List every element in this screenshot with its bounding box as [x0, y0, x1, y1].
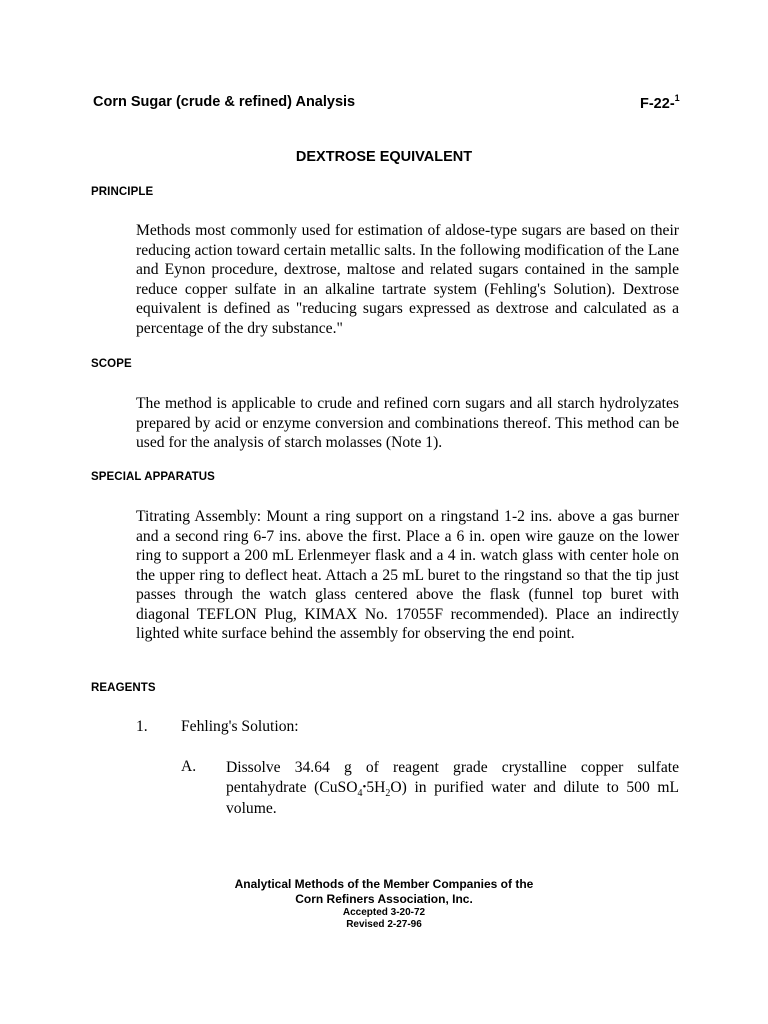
reagent-item-label: Fehling's Solution: — [181, 718, 299, 735]
subscript-4: 4 — [357, 787, 363, 799]
reagent-sub-text-before: Dissolve 34.64 g of reagent grade crystalline copper sulfate pentahydrate (CuSO — [226, 759, 679, 796]
water-formula-5h: 5H — [366, 778, 386, 796]
reagent-item-number: 1. — [136, 718, 148, 735]
principle-paragraph: Methods most commonly used for estimation of aldose-type sugars are based on their reducing action toward certain metallic salts. In the following modification of the Lane and Eynon procedure, dextrose, maltose and related sugars contained in the sample reduce copper sulfate in an alkaline tartrate system (Fehling's Solution). Dextrose equivalent is defined as "reducing sugars expressed as dextrose and calculated as a percentage of the dry substance." — [136, 222, 679, 337]
method-code-text: F-22- — [640, 95, 675, 112]
reagent-sub-paragraph — [226, 758, 679, 819]
document-title: DEXTROSE EQUIVALENT — [295, 149, 473, 165]
scope-heading: SCOPE — [91, 358, 132, 370]
document-header-title: Corn Sugar (crude & refined) Analysis — [93, 94, 356, 110]
principle-heading: PRINCIPLE — [91, 186, 154, 198]
scope-paragraph: The method is applicable to crude and refined corn sugars and all starch hydrolyzates prepared by acid or enzyme conversion and combinations thereof. This method can be used for the analysis of starch molasses (Note 1). — [136, 395, 679, 451]
footer-revised-date: Revised 2-27-96 — [346, 919, 422, 930]
footer-line-1: Analytical Methods of the Member Companies of the — [234, 877, 534, 891]
method-code — [640, 94, 680, 112]
special-apparatus-paragraph: Titrating Assembly: Mount a ring support on a ringstand 1-2 ins. above a gas burner and a second ring 6-7 ins. above the first. Place a 6 in. open wire gauze on the lower ring to support a 200 mL Erlenmeyer flask and a 4 in. watch glass with center hole on the upper ring to deflect heat. Attach a 25 mL buret to the ringstand so that the tip just passes through the watch glass centered above the flask (funnel top buret with diagonal TEFLON Plug, KIMAX No. 17055F recommended). Place an indirectly lighted white surface behind the assembly for observing the end point. — [136, 508, 679, 642]
reagents-heading: REAGENTS — [91, 682, 156, 694]
special-apparatus-heading: SPECIAL APPARATUS — [91, 471, 215, 483]
subscript-2: 2 — [385, 787, 391, 799]
footer-accepted-date: Accepted 3-20-72 — [342, 907, 426, 918]
reagent-sub-letter: A. — [181, 758, 197, 775]
hydrate-dot: • — [362, 780, 367, 793]
reagent-sub-text-after: O) in purified water and dilute to 500 mL volume. — [226, 778, 680, 817]
footer-line-2: Corn Refiners Association, Inc. — [295, 892, 473, 906]
method-code-superscript: 1 — [674, 93, 680, 103]
